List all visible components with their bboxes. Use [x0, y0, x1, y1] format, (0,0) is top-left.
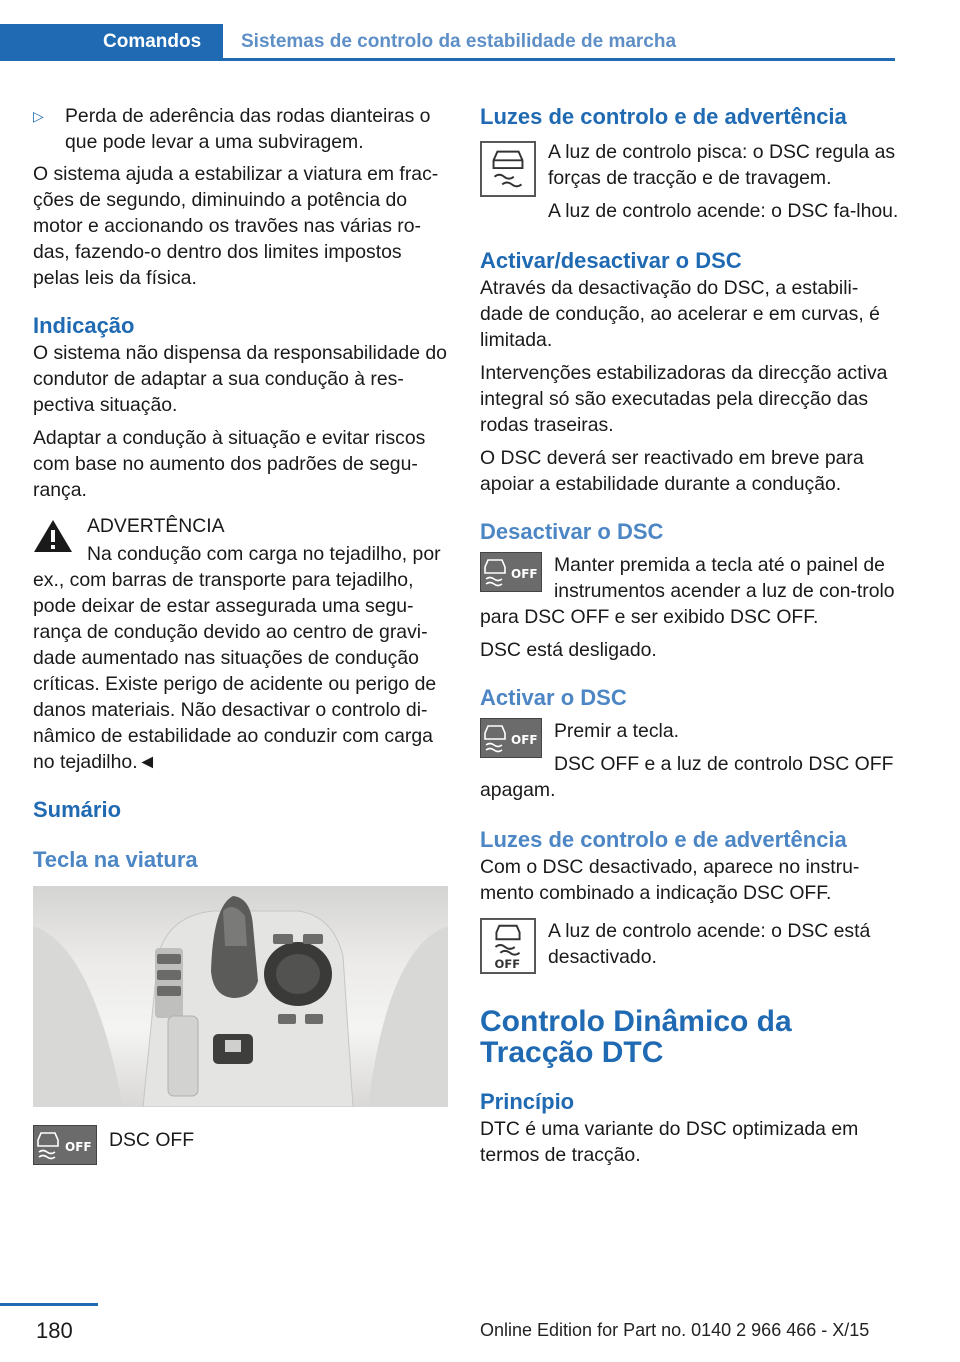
center-console-photo [33, 886, 448, 1107]
heading-dtc: Controlo Dinâmico da Tracção DTC [480, 1005, 792, 1069]
right-column: Luzes de controlo e de advertência A luz de controlo pisca: o DSC regula as forças de tracção e de travagem. A luz de controlo acende: o DSC fa-lhou. Activar/desactivar o DSC Através da desactivação do DSC, a estabili-dade de condução, ao acelerar e em curvas, é limitada. Intervenções estabilizadoras da direcção activa integral só são executadas pela direcção das rodas traseiras. O DSC deverá ser reactivado em breve para apoiar a estabilidade durante a condução. Desactivar o DSC OFF Manter premida a tecla até o painel de instrumentos acender a luz de con-trolo para DSC OFF e ser exibido DSC OFF. DSC está desligado. Activar o DSC OFF Premir a tecla. DSC OFF e a luz de controlo DSC OFF apagam. Luzes de controlo e de advertência Com o DSC desactivado, aparece no instru-mento combinado a indicação DSC OFF. OFF A luz de controlo acende: o DSC está desactivado. Controlo Dinâmico da Tracção DTC Princípio DTC é uma variante do DSC optimizada em termos de tracção. [480, 104, 899, 1166]
svg-text:OFF: OFF [511, 733, 538, 747]
section-tab[interactable]: Comandos [0, 24, 223, 61]
luzes-block-1: A luz de controlo pisca: o DSC regula as forças de tracção e de travagem. A luz de controlo acende: o DSC fa-lhou. [480, 139, 900, 231]
warning-block [33, 513, 451, 775]
warning-triangle-icon [33, 519, 73, 553]
center-console-illustration [33, 886, 448, 1107]
heading-luzes-1: Luzes de controlo e de advertência [480, 104, 847, 129]
dsc-warning-light-icon [480, 141, 536, 197]
activar-block: OFF Premir a tecla. DSC OFF e a luz de controlo DSC OFF apagam. [480, 720, 894, 801]
heading-activar-desactivar: Activar/desactivar o DSC [480, 248, 742, 273]
dsc-off-button-icon [480, 552, 542, 592]
svg-text:OFF: OFF [494, 957, 521, 972]
svg-text:OFF: OFF [65, 1140, 92, 1154]
heading-sumario: Sumário [33, 797, 122, 822]
bullet-triangle-icon: ▷ [33, 108, 44, 124]
paragraph: Adaptar a condução à situação e evitar riscos com base no aumento dos padrões de segu-rança. [33, 427, 426, 501]
luzes-block-2: OFF A luz de controlo acende: o DSC está desactivado. [480, 918, 900, 978]
edition-footer: Online Edition for Part no. 0140 2 966 466 - X/15 [480, 1320, 870, 1340]
dsc-off-button-caption: OFF DSC OFF [33, 1125, 451, 1169]
page-header [0, 24, 895, 61]
heading-indicacao: Indicação [33, 313, 135, 338]
chapter-tab[interactable]: Sistemas de controlo da estabilidade de marcha [241, 31, 677, 52]
dsc-off-button-icon [33, 1125, 97, 1165]
paragraph: O sistema ajuda a estabilizar a viatura em frac-ções de segundo, diminuindo a potência do motor e accionando os travões nas várias ro-das, fazendo-o dentro dos limites impostos pelas leis da física. [33, 163, 439, 289]
heading-principio: Princípio [480, 1089, 575, 1114]
dsc-off-button-icon [480, 718, 542, 758]
left-column [33, 103, 451, 1169]
warning-title: ADVERTÊNCIA [87, 515, 225, 537]
header-rule [223, 58, 895, 61]
heading-tecla: Tecla na viatura [33, 847, 198, 872]
footer-rule [0, 1303, 98, 1306]
warning-text: Na condução com carga no tejadilho, por ex., com barras de transporte para tejadilho, pode deixar de estar assegurada uma segu-rança de condução devido ao centro de gravi-dade aumentado nas situações de condução críticas. Existe perigo de acidente ou perigo de danos materiais. Não desactivar o controlo di-nâmico de estabilidade ao conduzir com carga no tejadilho.◄ [33, 543, 441, 773]
page-number: 180 [36, 1318, 73, 1343]
paragraph: O sistema não dispensa da responsabilidade do condutor de adaptar a sua condução à res-pectiva situação. [33, 342, 447, 416]
list-item: ▷ Perda de aderência das rodas dianteiras o que pode levar a uma subviragem. [33, 105, 431, 153]
heading-activar: Activar o DSC [480, 685, 627, 710]
dsc-off-warning-light-icon [480, 918, 536, 974]
desactivar-block: OFF Manter premida a tecla até o painel de instrumentos acender a luz de con-trolo para DSC OFF e ser exibido DSC OFF. [480, 554, 895, 628]
heading-desactivar: Desactivar o DSC [480, 519, 664, 544]
heading-luzes-2: Luzes de controlo e de advertência [480, 827, 847, 852]
svg-text:OFF: OFF [511, 567, 538, 581]
